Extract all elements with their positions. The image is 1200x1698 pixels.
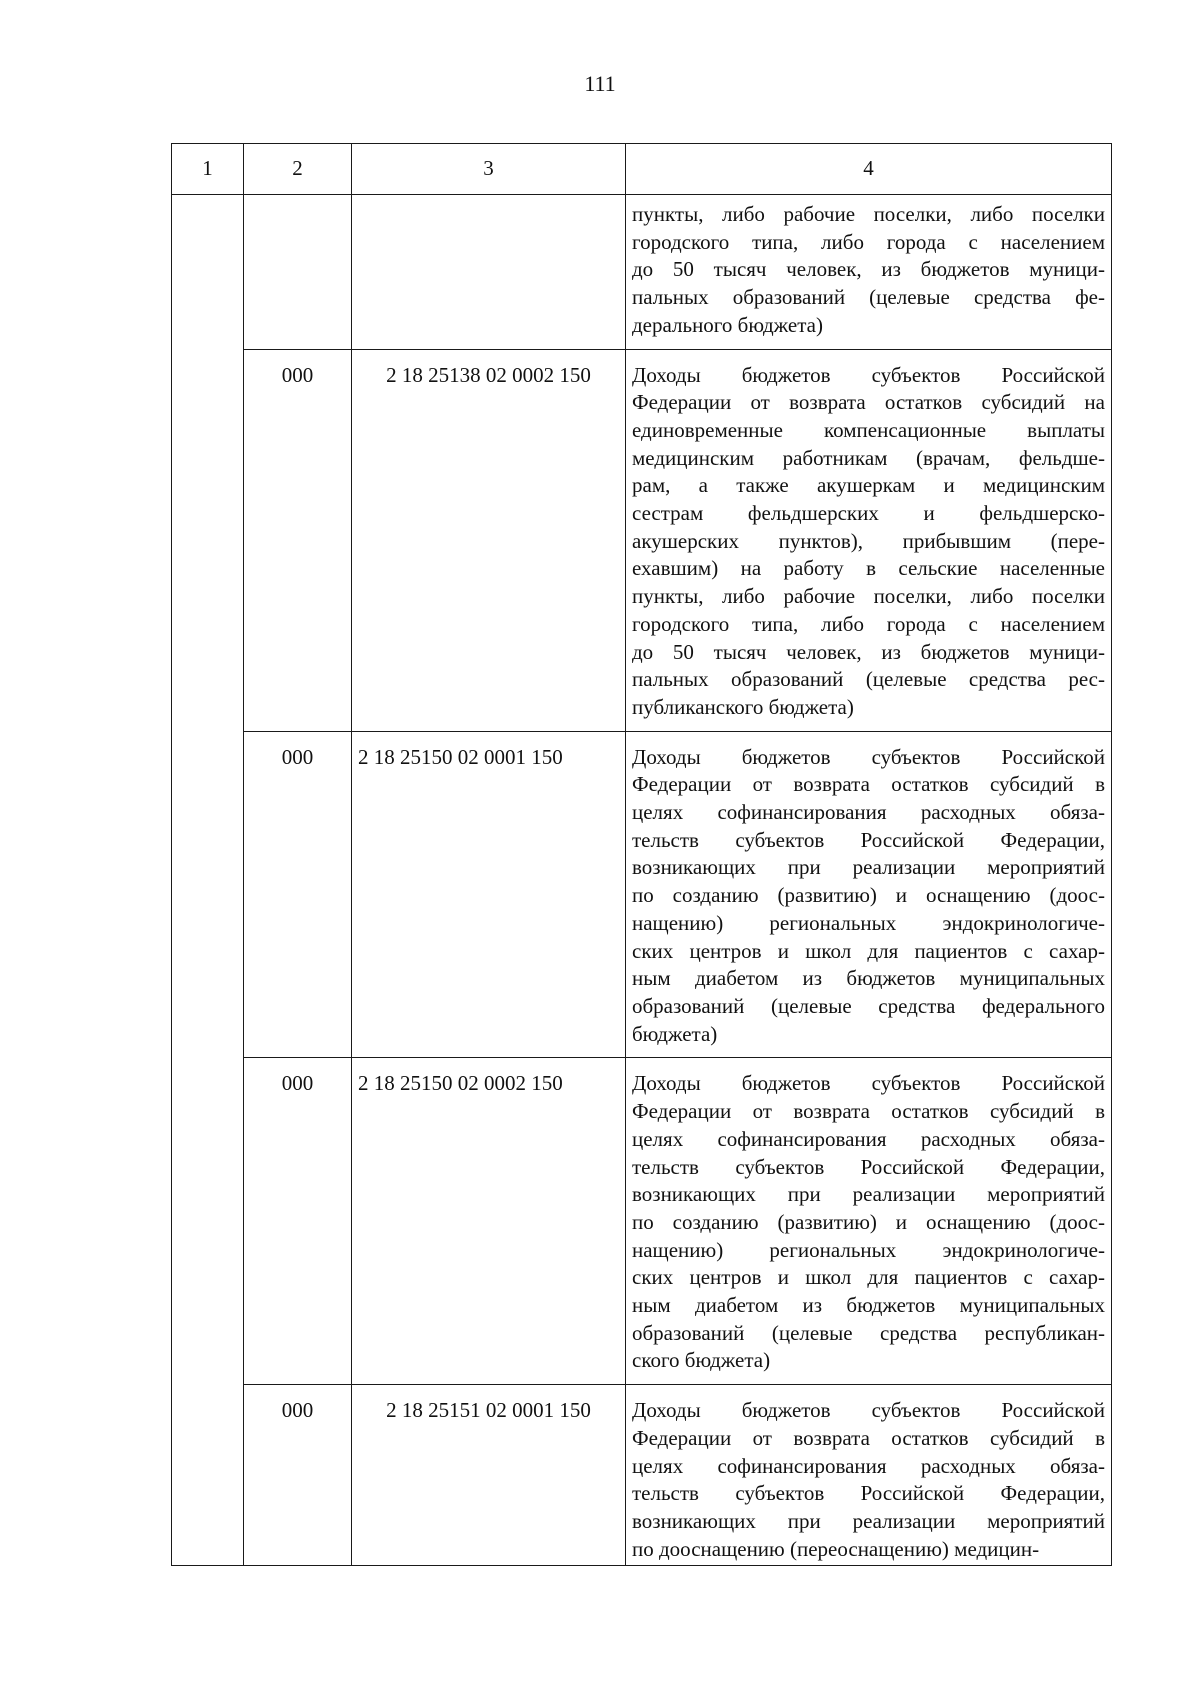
description-line: целях софинансирования расходных обяза- bbox=[632, 1453, 1105, 1478]
budget-code-cell bbox=[352, 195, 626, 350]
description-line: публиканского бюджета) bbox=[632, 694, 854, 719]
admin-code-cell: 000 bbox=[244, 1385, 352, 1566]
description-line: образований (целевые средства федерального bbox=[632, 993, 1105, 1018]
description-line: по дооснащению (переоснащению) медицин- bbox=[632, 1536, 1040, 1561]
description-line: единовременные компенсационные выплаты bbox=[632, 417, 1105, 442]
description-line: дерального бюджета) bbox=[632, 312, 823, 337]
table-header-row bbox=[172, 144, 1112, 195]
description-line: до 50 тысяч человек, из бюджетов муници- bbox=[632, 639, 1105, 664]
description-line: возникающих при реализации мероприятий bbox=[632, 1508, 1105, 1533]
description-line: рам, а также акушеркам и медицинским bbox=[632, 473, 1105, 498]
description-cell bbox=[626, 349, 1112, 731]
description-line: ских центров и школ для пациентов с сахар- bbox=[632, 938, 1105, 963]
description-line: ехавшим) на работу в сельские населенные bbox=[632, 556, 1105, 581]
table-row bbox=[172, 349, 1112, 731]
description-line: до 50 тысяч человек, из бюджетов муници- bbox=[632, 257, 1105, 282]
description-line: целях софинансирования расходных обяза- bbox=[632, 1126, 1105, 1151]
description-line: возникающих при реализации мероприятий bbox=[632, 1182, 1105, 1207]
description-line: пункты, либо рабочие поселки, либо поселки bbox=[632, 202, 1105, 226]
table-row bbox=[172, 731, 1112, 1058]
description-line: пальных образований (целевые средства фе- bbox=[632, 285, 1105, 310]
admin-code-cell: 000 bbox=[244, 349, 352, 731]
description-line: пальных образований (целевые средства рес- bbox=[632, 667, 1105, 692]
description-line: по созданию (развитию) и оснащению (доос- bbox=[632, 883, 1105, 908]
description-line: сестрам фельдшерских и фельдшерско- bbox=[632, 501, 1105, 526]
description-line: целях софинансирования расходных обяза- bbox=[632, 800, 1105, 825]
budget-code-cell: 2 18 25151 02 0001 150 bbox=[352, 1385, 626, 1566]
description-line: Федерации от возврата остатков субсидий в bbox=[632, 1425, 1105, 1450]
budget-code-cell: 2 18 25150 02 0001 150 bbox=[352, 731, 626, 1058]
description-line: тельств субъектов Российской Федерации, bbox=[632, 1481, 1105, 1506]
header-col-3: 3 bbox=[352, 144, 626, 195]
description-cell bbox=[626, 1385, 1112, 1566]
description-line: Федерации от возврата остатков субсидий в bbox=[632, 1099, 1105, 1124]
description-line: Федерации от возврата остатков субсидий в bbox=[632, 772, 1105, 797]
description-line: ным диабетом из бюджетов муниципальных bbox=[632, 966, 1105, 991]
description-line: Доходы бюджетов субъектов Российской bbox=[632, 362, 1105, 387]
page-number: 111 bbox=[584, 71, 616, 96]
description-line: по созданию (развитию) и оснащению (доос- bbox=[632, 1209, 1105, 1234]
description-line: медицинским работникам (врачам, фельдше- bbox=[632, 445, 1105, 470]
header-col-1: 1 bbox=[172, 144, 244, 195]
description-line: акушерских пунктов), прибывшим (пере- bbox=[632, 528, 1105, 553]
description-line: нащению) региональных эндокринологиче- bbox=[632, 910, 1105, 935]
description-cell bbox=[626, 195, 1112, 350]
description-line: Федерации от возврата остатков субсидий на bbox=[632, 390, 1105, 415]
table-row bbox=[172, 1385, 1112, 1566]
description-line: возникающих при реализации мероприятий bbox=[632, 855, 1105, 880]
description-cell bbox=[626, 1058, 1112, 1385]
description-line: тельств субъектов Российской Федерации, bbox=[632, 1154, 1105, 1179]
table-row bbox=[172, 195, 1112, 350]
admin-code-cell: 000 bbox=[244, 1058, 352, 1385]
description-line: ным диабетом из бюджетов муниципальных bbox=[632, 1293, 1105, 1318]
description-cell bbox=[626, 731, 1112, 1058]
budget-classification-table bbox=[171, 143, 1112, 1566]
description-line: бюджета) bbox=[632, 1021, 718, 1046]
description-line: тельств субъектов Российской Федерации, bbox=[632, 827, 1105, 852]
description-line: Доходы бюджетов субъектов Российской bbox=[632, 744, 1105, 769]
description-line: нащению) региональных эндокринологиче- bbox=[632, 1237, 1105, 1262]
budget-code-cell: 2 18 25150 02 0002 150 bbox=[352, 1058, 626, 1385]
description-line: образований (целевые средства республикан- bbox=[632, 1320, 1105, 1345]
admin-code-cell: 000 bbox=[244, 731, 352, 1058]
admin-code-cell bbox=[244, 195, 352, 350]
group-cell bbox=[172, 195, 244, 1566]
description-line: Доходы бюджетов субъектов Российской bbox=[632, 1398, 1105, 1423]
header-col-2: 2 bbox=[244, 144, 352, 195]
header-col-4: 4 bbox=[626, 144, 1112, 195]
table-row bbox=[172, 1058, 1112, 1385]
description-line: ского бюджета) bbox=[632, 1348, 771, 1373]
description-line: пункты, либо рабочие поселки, либо поселки bbox=[632, 584, 1105, 609]
description-line: городского типа, либо города с населением bbox=[632, 611, 1105, 636]
description-line: Доходы бюджетов субъектов Российской bbox=[632, 1071, 1105, 1096]
description-line: ских центров и школ для пациентов с сахар- bbox=[632, 1265, 1105, 1290]
budget-code-cell: 2 18 25138 02 0002 150 bbox=[352, 349, 626, 731]
description-line: городского типа, либо города с населением bbox=[632, 229, 1105, 254]
